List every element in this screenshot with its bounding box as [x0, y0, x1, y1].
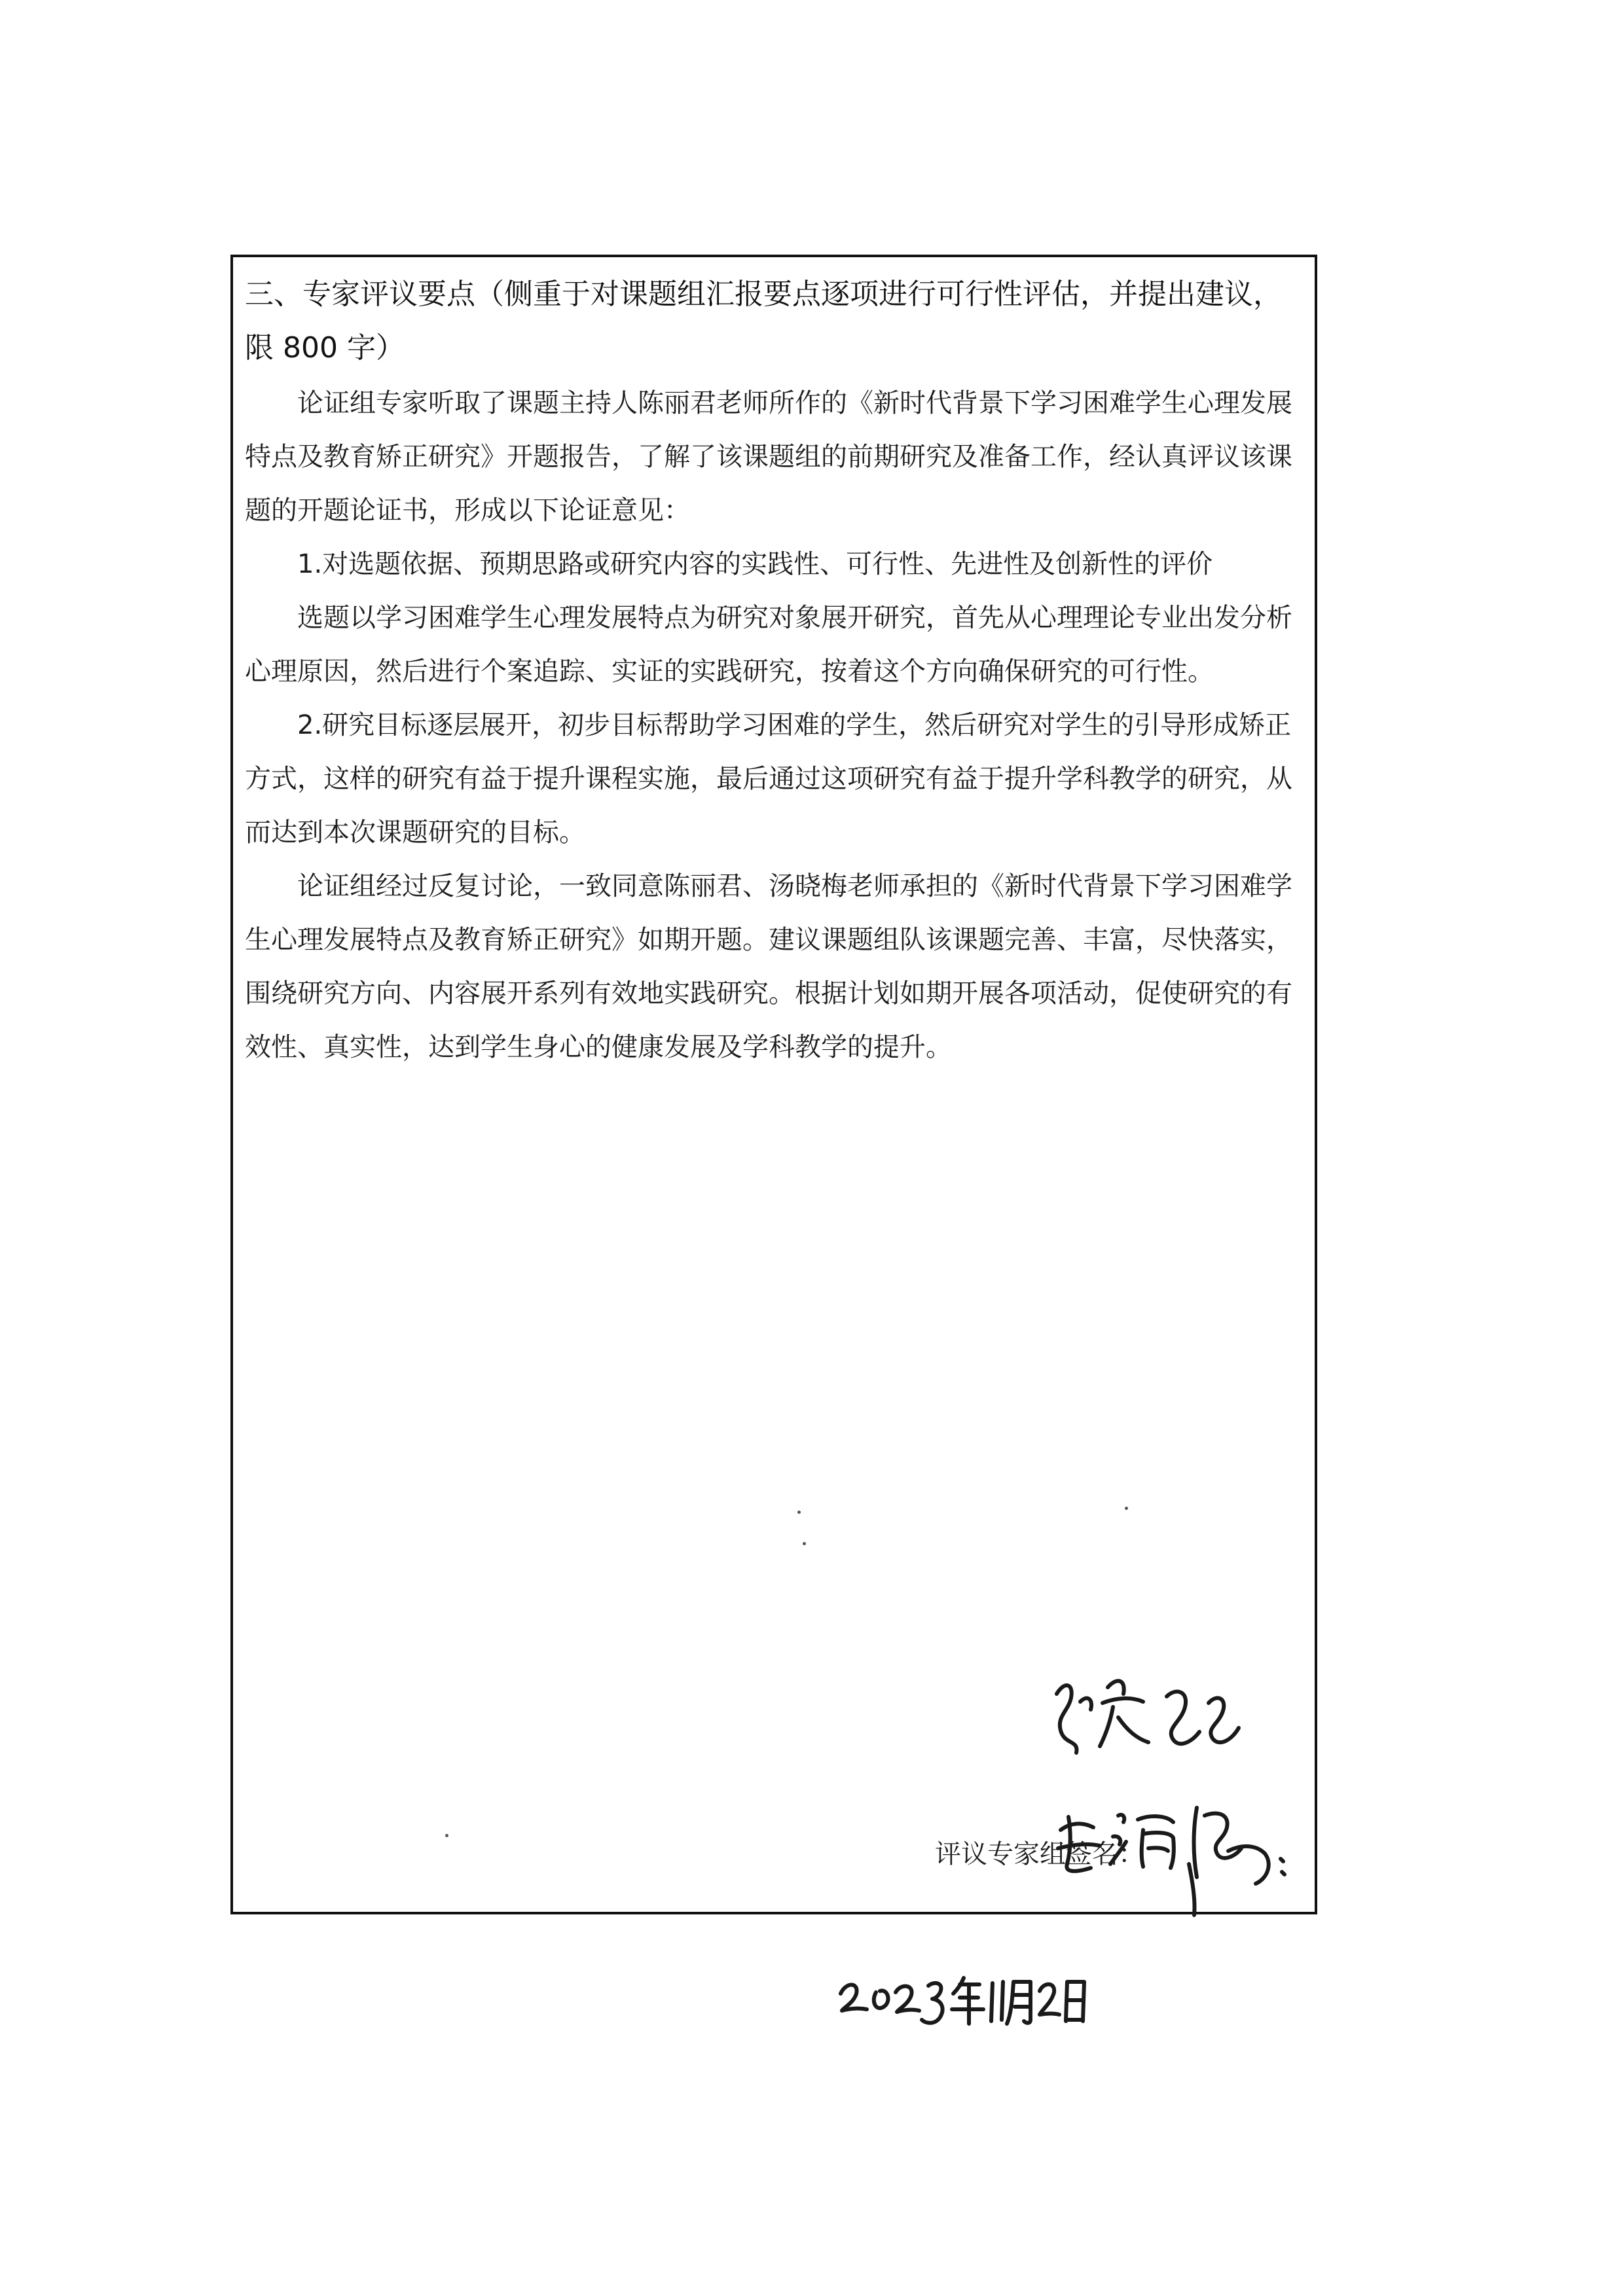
handwritten-signatures: [1045, 1668, 1320, 1916]
scan-speck: [1125, 1507, 1128, 1510]
section-heading: 三、专家评议要点（侧重于对课题组汇报要点逐项进行可行性评估，并提出建议，限 800 字）: [245, 278, 1282, 365]
evaluation-item-1: 1.对选题依据、预期思路或研究内容的实践性、可行性、先进性及创新性的评价: [297, 549, 1213, 579]
scan-speck: [797, 1511, 801, 1514]
scan-speck: [803, 1542, 806, 1545]
topic-selection-paragraph: 选题以学习困难学生心理发展特点为研究对象展开研究，首先从心理理论专业出发分析心理原因，然后进行个案追踪、实证的实践研究，按着这个方向确保研究的可行性。: [245, 603, 1292, 687]
expert-review-form-box: [230, 255, 1317, 1914]
evaluation-item-2: 2.研究目标逐层展开，初步目标帮助学习困难的学生，然后研究对学生的引导形成矫正方式，这样的研究有益于提升课程实施，最后通过这项研究有益于提升学科教学的研究，从而达到本次课题研究的目标。: [245, 710, 1292, 848]
scan-speck: [445, 1834, 448, 1837]
handwritten-date: [835, 1956, 1110, 2028]
intro-paragraph: 论证组专家听取了课题主持人陈丽君老师所作的《新时代背景下学习困难学生心理发展特点及教育矫正研究》开题报告，了解了该课题组的前期研究及准备工作，经认真评议该课题的开题论证书，形成以下论证意见：: [245, 388, 1292, 526]
review-opinion-body: [245, 376, 1299, 1074]
signature-label: 评议专家组签名：: [935, 1839, 1144, 1869]
conclusion-paragraph: 论证组经过反复讨论，一致同意陈丽君、汤晓梅老师承担的《新时代背景下学习困难学生心理发展特点及教育矫正研究》如期开题。建议课题组队该课题完善、丰富，尽快落实，围绕研究方向、内容展开系列有效地实践研究。根据计划如期开展各项活动，促使研究的有效性、真实性，达到学生身心的健康发展及学科教学的提升。: [245, 871, 1292, 1062]
